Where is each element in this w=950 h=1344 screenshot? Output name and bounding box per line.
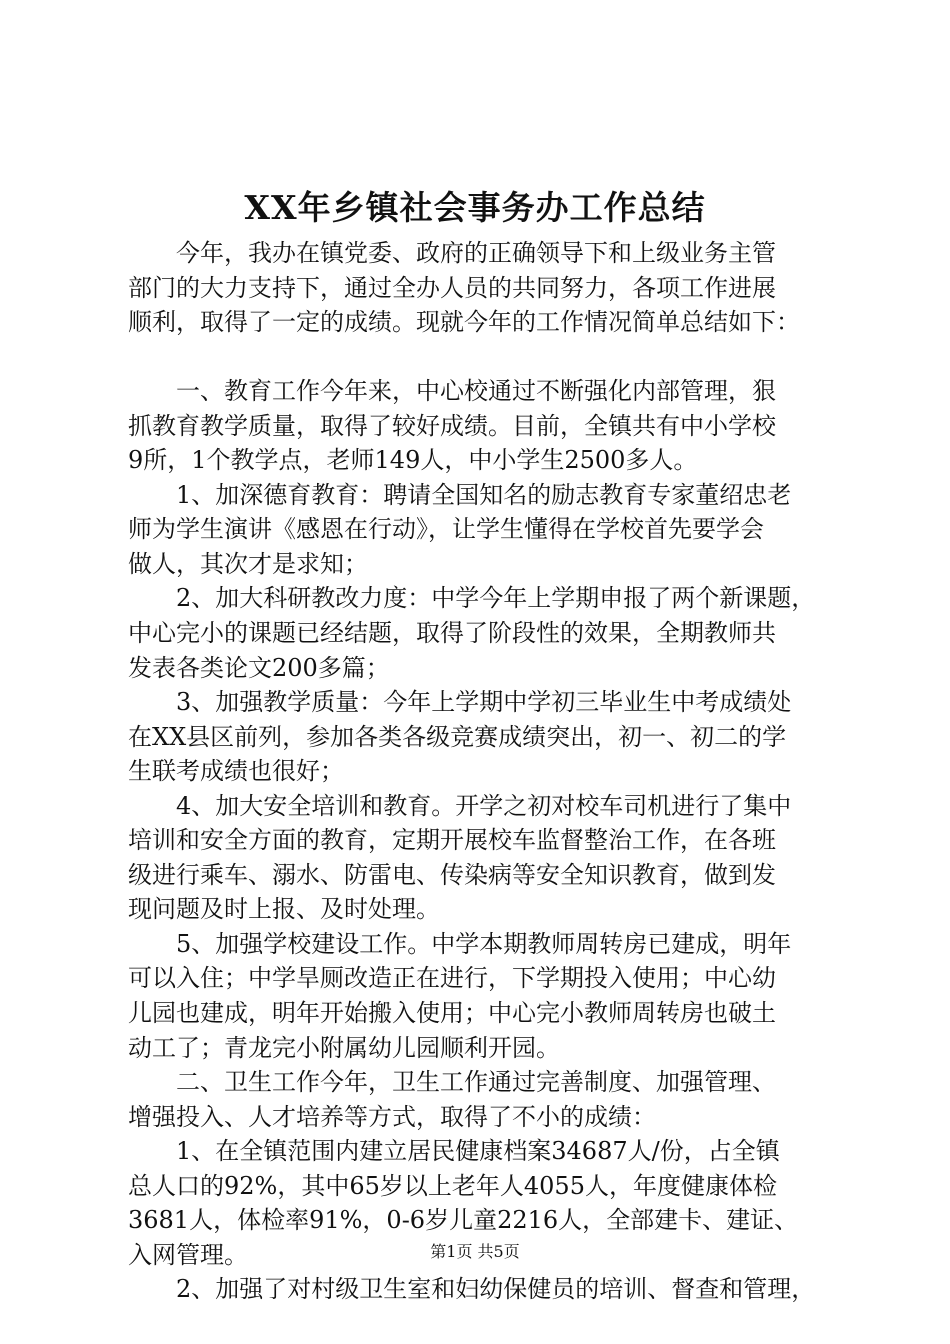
body-line: 今年，我办在镇党委、政府的正确领导下和上级业务主管 <box>128 239 776 267</box>
body-line: 师为学生演讲《感恩在行动》，让学生懂得在学校首先要学会 <box>128 515 764 544</box>
body-line: 做人，其次才是求知； <box>128 549 368 578</box>
body-line: 培训和安全方面的教育，定期开展校车监督整治工作，在各班 <box>128 826 776 855</box>
body-line: 一、教育工作今年来，中心校通过不断强化内部管理，狠 <box>128 377 776 406</box>
body-line: 二、卫生工作今年，卫生工作通过完善制度、加强管理、 <box>128 1068 776 1097</box>
body-line: 5、加强学校建设工作。中学本期教师周转房已建成，明年 <box>128 929 792 958</box>
body-line: 3、加强教学质量：今年上学期中学初三毕业生中考成绩处 <box>128 688 792 717</box>
body-line: 入网管理。 <box>128 1240 248 1269</box>
body-line: 9所，1个教学点，老师149人，中小学生2500多人。 <box>128 446 698 475</box>
body-line: 级进行乘车、溺水、防雷电、传染病等安全知识教育，做到发 <box>128 860 776 889</box>
body-line: 总人口的92%，其中65岁以上老年人4055人，年度健康体检 <box>128 1171 777 1200</box>
body-line: 3681人，体检率91%，0-6岁儿童2216人，全部建卡、建证、 <box>128 1206 799 1235</box>
body-line: 抓教育教学质量，取得了较好成绩。目前，全镇共有中小学校 <box>128 411 776 440</box>
body-line: 2、加大科研教改力度：中学今年上学期申报了两个新课题， <box>128 584 816 613</box>
blank-line <box>128 340 840 375</box>
body-line: 部门的大力支持下，通过全办人员的共同努力，各项工作进展 <box>128 273 776 302</box>
body-line: 生联考成绩也很好； <box>128 757 344 786</box>
body-line: 现问题及时上报、及时处理。 <box>128 895 440 924</box>
body-line: 1、加深德育教育：聘请全国知名的励志教育专家董绍忠老 <box>128 480 792 509</box>
body-line: 增强投入、人才培养等方式，取得了不小的成绩： <box>128 1102 656 1131</box>
body-line: 1、在全镇范围内建立居民健康档案34687人/份，占全镇 <box>128 1137 780 1166</box>
body-line: 4、加大安全培训和教育。开学之初对校车司机进行了集中 <box>128 791 792 820</box>
body-line: 在XX县区前列，参加各类各级竞赛成绩突出，初一、初二的学 <box>128 722 787 751</box>
body-line: 发表各类论文200多篇； <box>128 653 390 682</box>
body-line: 动工了；青龙完小附属幼儿园顺利开园。 <box>128 1033 560 1062</box>
document-body <box>128 236 840 1307</box>
body-line: 儿园也建成，明年开始搬入使用；中心完小教师周转房也破土 <box>128 999 776 1028</box>
document-title: XX年乡镇社会事务办工作总结 <box>244 188 706 227</box>
body-line: 可以入住；中学旱厕改造正在进行，下学期投入使用；中心幼 <box>128 964 776 993</box>
body-line: 中心完小的课题已经结题，取得了阶段性的效果，全期教师共 <box>128 619 776 648</box>
body-line: 顺利，取得了一定的成绩。现就今年的工作情况简单总结如下： <box>128 308 800 337</box>
body-line: 2、加强了对村级卫生室和妇幼保健员的培训、督查和管理， <box>128 1275 816 1304</box>
page-number-footer: 第1页 共5页 <box>430 1242 520 1261</box>
